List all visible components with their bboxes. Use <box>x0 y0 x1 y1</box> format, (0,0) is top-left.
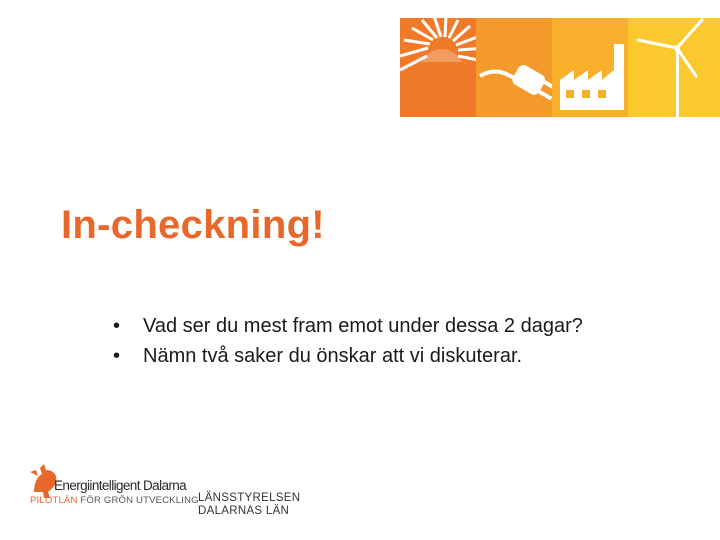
bullet-item <box>113 311 583 341</box>
lansstyrelsen-logo <box>198 492 301 518</box>
logo-name: Energiintelligent Dalarna <box>54 478 187 493</box>
lansstyrelsen-line-1: LÄNSSTYRELSEN <box>198 492 301 504</box>
lansstyrelsen-line-2: DALARNAS LÄN <box>198 505 290 517</box>
bullet-list <box>113 311 583 371</box>
energiintelligent-dalarna-logo <box>28 462 199 522</box>
bullet-item <box>113 341 583 371</box>
logo-tagline-plain: FÖR GRÖN UTVECKLING <box>80 495 199 506</box>
bullet-marker: • <box>113 314 121 337</box>
logo-tagline <box>30 495 199 506</box>
wind-turbine-icon <box>628 18 720 117</box>
bullet-marker: • <box>113 344 121 367</box>
bullet-text: Vad ser du mest fram emot under dessa 2 dagar? <box>143 314 583 337</box>
logo-tagline-colored: PILOTLÄN <box>30 495 78 506</box>
slide-title: In-checkning! <box>61 203 325 247</box>
wind-turbine-tile <box>628 18 720 117</box>
bullet-text: Nämn två saker du önskar att vi diskuterar. <box>143 344 523 367</box>
